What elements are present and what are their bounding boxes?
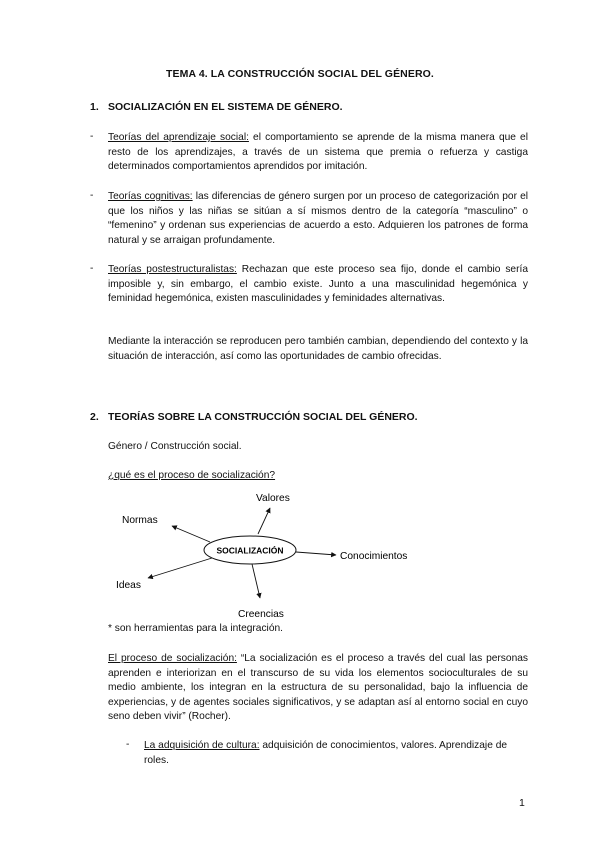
arrow-valores: [258, 508, 270, 534]
diagram-node-conocimientos: Conocimientos: [340, 551, 408, 562]
list-item-teorias-cognitivas: [108, 190, 528, 248]
list-item-postestructuralistas: [108, 263, 528, 307]
arrow-creencias: [252, 564, 260, 598]
socialization-question: ¿qué es el proceso de socialización?: [108, 470, 276, 481]
list-item-text: las diferencias de género surgen por un proceso de categorización por el que los niños y las niñas se sitúan a sí mismos dentro de la categoría “masculino” o “femenino” y ordenan sus experiencias de acuerdo a esto. Adquieren los patrones de forma natural y se arraigan profundamente.: [108, 191, 528, 246]
arrow-normas: [172, 526, 210, 542]
definition-term: El proceso de socialización:: [108, 653, 237, 664]
list-item-term: Teorías cognitivas:: [108, 191, 193, 202]
arrow-conocimientos: [296, 552, 336, 555]
diagram-center-label: SOCIALIZACIÓN: [216, 545, 284, 556]
list-marker: -: [90, 131, 94, 142]
section-2-number: 2.: [90, 411, 99, 423]
list-item-text: el comportamiento se aprende de la misma manera que el resto de los aprendizajes, a través de un sistema que premia o refuerza y castiga determinados comportamientos aprendidos por imitación.: [108, 132, 528, 173]
list-marker: -: [90, 190, 94, 201]
page-title: TEMA 4. LA CONSTRUCCIÓN SOCIAL DEL GÉNERO.: [166, 68, 434, 80]
diagram-node-normas: Normas: [122, 515, 158, 526]
diagram-node-valores: Valores: [256, 493, 290, 504]
list-item-text: adquisición de conocimientos, valores. Aprendizaje de roles.: [144, 740, 508, 766]
closing-paragraph: Mediante la interacción se reproducen pero también cambian, dependiendo del contexto y la situación de interacción, así como las oportunidades de cambio ofrecidas.: [108, 336, 528, 362]
list-item-term: La adquisición de cultura:: [144, 740, 260, 751]
definition-paragraph: [108, 652, 528, 725]
socialization-diagram: [100, 482, 440, 622]
diagram-node-ideas: Ideas: [116, 580, 141, 591]
section-2-heading: TEORÍAS SOBRE LA CONSTRUCCIÓN SOCIAL DEL GÉNERO.: [108, 411, 418, 423]
diagram-node-creencias: Creencias: [238, 609, 284, 620]
list-marker: -: [90, 263, 94, 274]
list-item-text: Rechazan que este proceso sea fijo, donde el cambio sería imposible y, sin embargo, el cambio existe. Junto a una masculinidad hegemónica y feminidad hegemónica, existen masculinidades y feminidades alternativas.: [108, 264, 528, 305]
page-number: 1: [519, 797, 525, 809]
section-2-intro: Género / Construcción social.: [108, 441, 242, 452]
section-1-number: 1.: [90, 101, 99, 113]
arrow-ideas: [148, 558, 212, 578]
list-item-adquisicion-cultura: [144, 739, 529, 768]
list-item-term: Teorías postestructuralistas:: [108, 264, 237, 275]
list-item-term: Teorías del aprendizaje social:: [108, 132, 249, 143]
section-1-heading: SOCIALIZACIÓN EN EL SISTEMA DE GÉNERO.: [108, 101, 343, 113]
list-marker: -: [126, 739, 130, 750]
diagram-note: * son herramientas para la integración.: [108, 623, 283, 634]
definition-text: “La socialización es el proceso a través del cual las personas aprenden e interiorizan en el transcurso de su vida los elementos socioculturales de su medio ambiente, los integran en la estructura de su personalidad, bajo la influencia de experiencias, y de agentes sociales significativos, y se adaptan así al entorno social en cuyo seno deben vivir” (Rocher).: [108, 653, 528, 723]
list-item-aprendizaje-social: [108, 131, 528, 175]
